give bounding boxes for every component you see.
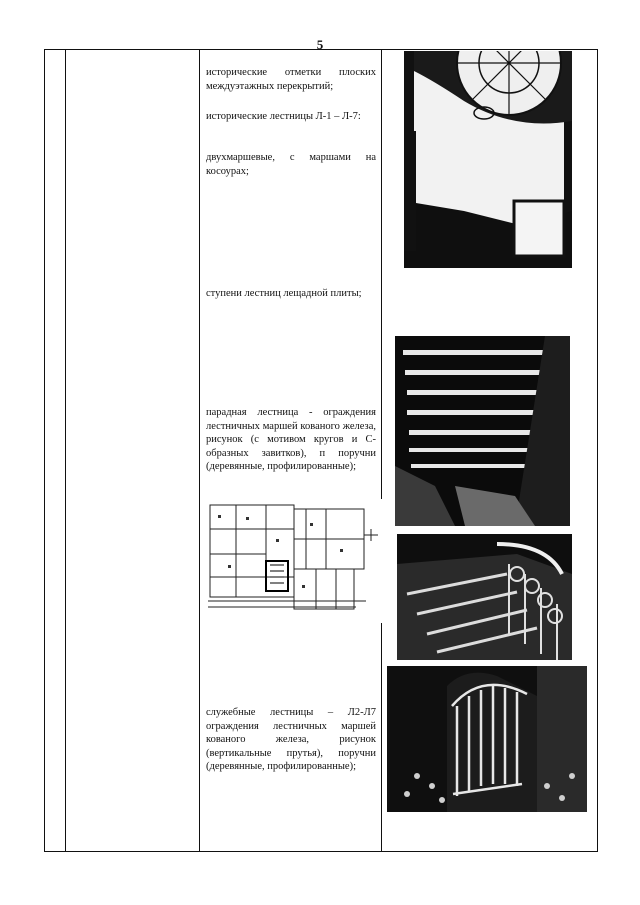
item-historic-stairs: исторические лестницы Л-1 – Л-7: <box>206 111 361 122</box>
item-two-flight-stairs: двухмаршевые, с маршами на косоурах; <box>206 152 376 177</box>
item-stair-steps: ступени лестниц лещадной плиты; <box>206 288 362 299</box>
photo-service-stair-railing <box>387 666 587 812</box>
page-number: 5 <box>316 37 324 52</box>
photo-stair-underside <box>395 336 570 526</box>
column-divider <box>65 50 66 851</box>
photo-main-staircase-railing <box>397 534 572 660</box>
item-main-staircase: парадная лестница - ограждения лестничных маршей кованого железа, рисунок (с мотивом кругов и С-образных завитков), п поручни (деревянные, профилированные); <box>206 407 376 472</box>
floor-plan-drawing <box>206 499 382 623</box>
column-divider <box>199 50 200 851</box>
document-table <box>44 49 598 852</box>
item-floor-marks: исторические отметки плоских междуэтажных перекрытий; <box>206 67 376 92</box>
column-divider <box>381 50 382 851</box>
item-service-stairs: служебные лестницы – Л2-Л7 ограждения лестничных маршей кованого железа, рисунок (вертикальные прутья), поручни (деревянные, профилированные); <box>206 707 376 772</box>
photo-ceiling-stairwell <box>404 51 572 268</box>
